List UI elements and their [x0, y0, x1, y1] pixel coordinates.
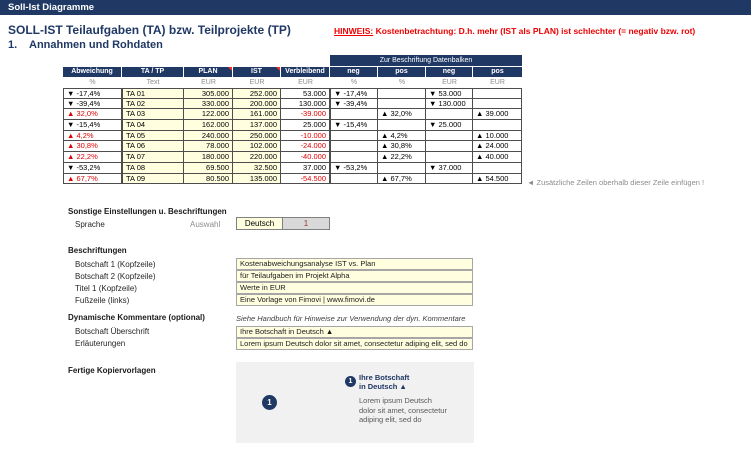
ta-name-cell[interactable]: TA 01 [122, 88, 184, 99]
label-fusszeile: Fußzeile (links) [75, 296, 130, 305]
hint-label: HINWEIS: [334, 26, 374, 36]
ta-name-cell[interactable]: TA 06 [122, 141, 184, 152]
template-number-badge: 1 [262, 395, 277, 410]
pos-pct-cell[interactable]: ▲ 30,8% [378, 141, 426, 152]
pos-eur-cell[interactable] [473, 163, 522, 174]
ta-name-cell[interactable]: TA 09 [122, 174, 184, 185]
label-erlaeuterungen: Erläuterungen [75, 339, 126, 348]
neg-pct-cell[interactable] [330, 131, 378, 142]
plan-cell[interactable]: 240.000 [184, 131, 233, 142]
unit-label: Text [146, 79, 160, 86]
cost-hint-note [334, 26, 695, 36]
neg-eur-cell[interactable] [426, 141, 473, 152]
insert-rows-annotation: ◄ Zusätzliche Zeilen oberhalb dieser Zeile einfügen ! [527, 178, 705, 187]
pos-eur-cell[interactable]: ▲ 10.000 [473, 131, 522, 142]
deviation-pct-cell[interactable]: ▼ -15,4% [63, 120, 122, 131]
settings-section-title: Sonstige Einstellungen u. Beschriftungen [68, 207, 227, 216]
labels-section-title: Beschriftungen [68, 246, 127, 255]
preview-body-line3: adiping elit, sed do [359, 415, 422, 424]
plan-cell[interactable]: 305.000 [184, 88, 233, 99]
neg-eur-cell[interactable] [426, 152, 473, 163]
pos-pct-cell[interactable]: ▲ 67,7% [378, 174, 426, 185]
pos-eur-cell[interactable]: ▲ 24.000 [473, 141, 522, 152]
remaining-cell[interactable]: -39.000 [281, 109, 330, 120]
unit-label: EUR [442, 79, 457, 86]
comments-note: Siehe Handbuch für Hinweise zur Verwendung der dyn. Kommentare [236, 314, 466, 323]
neg-eur-cell[interactable]: ▼ 37.000 [426, 163, 473, 174]
neg-eur-cell[interactable]: ▼ 130.000 [426, 99, 473, 110]
neg-pct-cell[interactable]: ▼ -17,4% [330, 88, 378, 99]
input-erlaeuterungen[interactable]: Lorem ipsum Deutsch dolor sit amet, consectetur adiping elit, sed do [236, 338, 473, 350]
neg-pct-cell[interactable] [330, 152, 378, 163]
pos-eur-cell[interactable]: ▲ 40.000 [473, 152, 522, 163]
remaining-cell[interactable]: 130.000 [281, 99, 330, 110]
label-botschaft2: Botschaft 2 (Kopfzeile) [75, 272, 156, 281]
input-fusszeile[interactable]: Eine Vorlage von Fimovi | www.fimovi.de [236, 294, 473, 306]
neg-eur-cell[interactable]: ▼ 53.000 [426, 88, 473, 99]
preview-title-line1: Ihre Botschaft [359, 373, 410, 382]
col-header-ta-tp: TA / TP [122, 67, 184, 77]
pos-pct-cell[interactable] [378, 99, 426, 110]
unit-label: % [89, 79, 96, 86]
neg-pct-cell[interactable]: ▼ -39,4% [330, 99, 378, 110]
comment-number-badge: 1 [345, 376, 356, 387]
remaining-cell[interactable]: 25.000 [281, 120, 330, 131]
language-label: Sprache [75, 220, 105, 229]
deviation-pct-cell[interactable]: ▲ 67,7% [63, 174, 122, 185]
comments-section-title: Dynamische Kommentare (optional) [68, 313, 205, 322]
ist-cell[interactable]: 252.000 [233, 88, 281, 99]
plan-cell[interactable]: 180.000 [184, 152, 233, 163]
plan-cell[interactable]: 69.500 [184, 163, 233, 174]
language-select[interactable]: Deutsch [236, 217, 283, 230]
label-botschaft-ueberschrift: Botschaft Überschrift [75, 327, 150, 336]
ist-cell[interactable]: 32.500 [233, 163, 281, 174]
unit-label: EUR [201, 79, 216, 86]
plan-cell[interactable]: 330.000 [184, 99, 233, 110]
remaining-cell[interactable]: -10.000 [281, 131, 330, 142]
col-header-verbleibend: Verbleibend [281, 67, 330, 77]
neg-pct-cell[interactable]: ▼ -53,2% [330, 163, 378, 174]
copy-template-preview [236, 362, 474, 443]
hint-text: Kostenbetrachtung: D.h. mehr (IST als PLAN) ist schlechter (= negativ bzw. rot) [373, 26, 696, 36]
ta-name-cell[interactable]: TA 02 [122, 99, 184, 110]
ist-cell[interactable]: 137.000 [233, 120, 281, 131]
pos-pct-cell[interactable] [378, 120, 426, 131]
deviation-pct-cell[interactable]: ▲ 32,0% [63, 109, 122, 120]
col-header-neg-eur: neg [426, 67, 473, 77]
deviation-pct-cell[interactable]: ▼ -39,4% [63, 99, 122, 110]
pos-pct-cell[interactable] [378, 88, 426, 99]
ist-cell[interactable]: 220.000 [233, 152, 281, 163]
pos-pct-cell[interactable] [378, 163, 426, 174]
col-header-ist: IST [233, 67, 281, 77]
deviation-pct-cell[interactable]: ▲ 22,2% [63, 152, 122, 163]
col-header-pos-eur: pos [473, 67, 522, 77]
ist-cell[interactable]: 102.000 [233, 141, 281, 152]
col-header-abweichung: Abweichung [63, 67, 122, 77]
neg-pct-cell[interactable] [330, 174, 378, 185]
neg-pct-cell[interactable] [330, 141, 378, 152]
ist-cell[interactable]: 200.000 [233, 99, 281, 110]
templates-section-title: Fertige Kopiervorlagen [68, 366, 156, 375]
section-number: 1. [8, 39, 18, 51]
neg-pct-cell[interactable] [330, 109, 378, 120]
input-botschaft1[interactable]: Kostenabweichungsanalyse IST vs. Plan [236, 258, 473, 270]
remaining-cell[interactable]: 53.000 [281, 88, 330, 99]
remaining-cell[interactable]: -40.000 [281, 152, 330, 163]
window-title-bar [0, 0, 751, 15]
pos-pct-cell[interactable]: ▲ 4,2% [378, 131, 426, 142]
unit-label: % [398, 79, 406, 86]
remaining-cell[interactable]: 37.000 [281, 163, 330, 174]
neg-eur-cell[interactable]: ▼ 25.000 [426, 120, 473, 131]
neg-eur-cell[interactable] [426, 131, 473, 142]
ta-name-cell[interactable]: TA 07 [122, 152, 184, 163]
label-botschaft1: Botschaft 1 (Kopfzeile) [75, 260, 156, 269]
plan-cell[interactable]: 80.500 [184, 174, 233, 185]
ta-name-cell[interactable]: TA 05 [122, 131, 184, 142]
neg-eur-cell[interactable] [426, 109, 473, 120]
data-table [63, 55, 522, 184]
plan-cell[interactable]: 122.000 [184, 109, 233, 120]
plan-cell[interactable]: 162.000 [184, 120, 233, 131]
unit-label: EUR [249, 79, 265, 86]
col-header-pos-pct: pos [378, 67, 426, 77]
pos-eur-cell[interactable]: ▲ 54.500 [473, 174, 522, 185]
language-code-cell: 1 [282, 217, 330, 230]
neg-eur-cell[interactable] [426, 174, 473, 185]
input-botschaft-ueberschrift[interactable]: Ihre Botschaft in Deutsch ▲ [236, 326, 473, 338]
ta-name-cell[interactable]: TA 03 [122, 109, 184, 120]
section-heading [8, 39, 163, 51]
input-botschaft2[interactable]: für Teilaufgaben im Projekt Alpha [236, 270, 473, 282]
unit-label: EUR [298, 79, 313, 86]
window-title: Soll-Ist Diagramme [8, 2, 95, 13]
preview-title-line2: in Deutsch ▲ [359, 382, 407, 391]
preview-body-line2: dolor sit amet, consectetur [359, 405, 447, 415]
deviation-pct-cell[interactable]: ▼ -17,4% [63, 88, 122, 99]
pos-eur-cell[interactable]: ▲ 39.000 [473, 109, 522, 120]
databar-caption-band: Zur Beschriftung Datenbalken [330, 55, 522, 67]
plan-cell[interactable]: 78.000 [184, 141, 233, 152]
page-title: SOLL-IST Teilaufgaben (TA) bzw. Teilprojekte (TP) [8, 23, 291, 37]
input-titel1[interactable]: Werte in EUR [236, 282, 473, 294]
pos-pct-cell[interactable]: ▲ 32,0% [378, 109, 426, 120]
deviation-pct-cell[interactable]: ▼ -53,2% [63, 163, 122, 174]
preview-body-line1: Lorem ipsum Deutsch [359, 396, 432, 405]
pos-eur-cell[interactable] [473, 99, 522, 110]
deviation-pct-cell[interactable]: ▲ 4,2% [63, 131, 122, 142]
label-titel1: Titel 1 (Kopfzeile) [75, 284, 137, 293]
remaining-cell[interactable]: -24.000 [281, 141, 330, 152]
ist-cell[interactable]: 250.000 [233, 131, 281, 142]
ist-cell[interactable]: 135.000 [233, 174, 281, 185]
ta-name-cell[interactable]: TA 08 [122, 163, 184, 174]
neg-pct-cell[interactable]: ▼ -15,4% [330, 120, 378, 131]
col-header-neg-pct: neg [330, 67, 378, 77]
col-header-plan: PLAN [184, 67, 233, 77]
unit-label: % [350, 79, 358, 86]
band-spacer [63, 55, 330, 67]
ist-cell[interactable]: 161.000 [233, 109, 281, 120]
section-title: Annahmen und Rohdaten [29, 39, 163, 51]
pos-eur-cell[interactable] [473, 120, 522, 131]
language-hint: Auswahl [190, 220, 221, 229]
preview-comment-title [359, 373, 409, 391]
pos-pct-cell[interactable]: ▲ 22,2% [378, 152, 426, 163]
deviation-pct-cell[interactable]: ▲ 30,8% [63, 141, 122, 152]
pos-eur-cell[interactable] [473, 88, 522, 99]
preview-comment-body [359, 396, 447, 425]
ta-name-cell[interactable]: TA 04 [122, 120, 184, 131]
unit-label: EUR [490, 79, 505, 86]
remaining-cell[interactable]: -54.500 [281, 174, 330, 185]
